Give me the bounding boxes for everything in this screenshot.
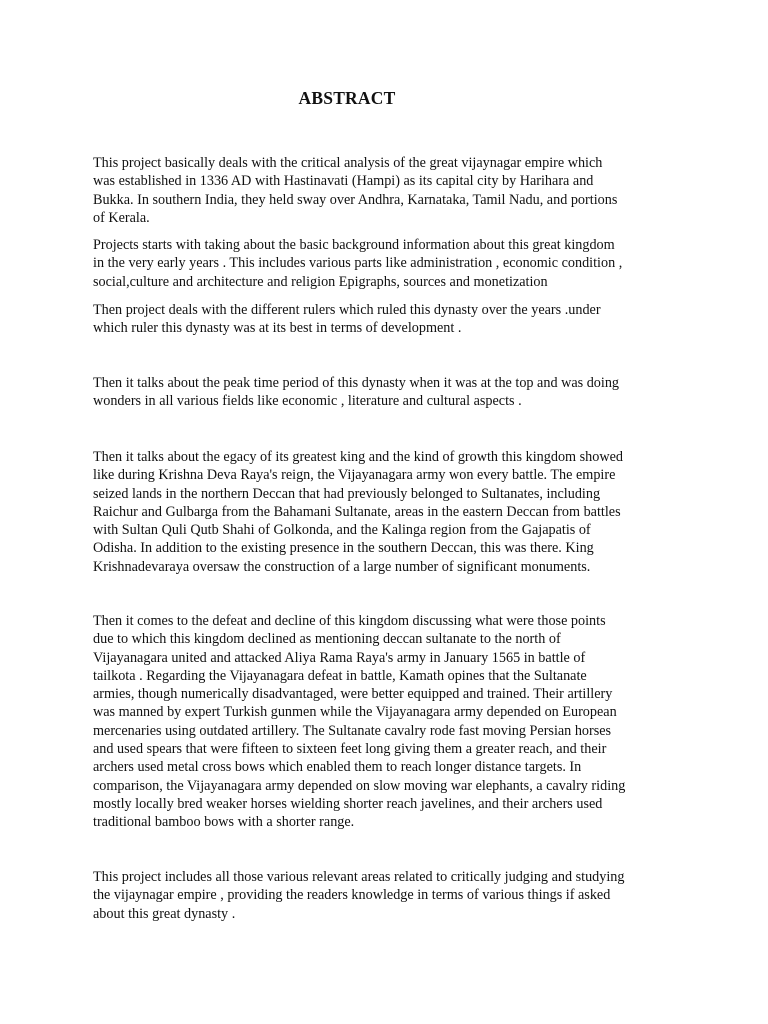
text-line: This project basically deals with the critical analysis of the great vijaynagar empire which — [93, 155, 603, 171]
text-line: in the very early years . This includes various parts like administration , economic condition , — [93, 255, 623, 272]
page-title: ABSTRACT — [298, 88, 396, 108]
paragraph-legacy — [93, 448, 683, 576]
paragraph-decline — [93, 612, 683, 832]
text-line: tailkota . Regarding the Vijayanagara defeat in battle, Kamath opines that the Sultanate — [93, 667, 587, 684]
paragraph-intro — [93, 154, 683, 227]
text-line: seized lands in the northern Deccan that had previously belonged to Sultanates, including — [93, 485, 601, 502]
text-line: was established in 1336 AD with Hastinavati (Hampi) as its capital city by Harihara and — [93, 173, 594, 190]
text-line: mostly locally bred weaker horses wielding shorter reach javelines, and their archers used — [93, 795, 603, 812]
text-line: Raichur and Gulbarga from the Bahamani Sultanate, areas in the eastern Deccan from battles — [93, 503, 621, 520]
text-line: Bukka. In southern India, they held sway over Andhra, Karnataka, Tamil Nadu, and portions — [93, 191, 618, 208]
text-line: of Kerala. — [93, 209, 150, 226]
text-line: Krishnadevaraya oversaw the construction of a large number of significant monuments. — [93, 558, 591, 575]
paragraph-rulers — [93, 301, 683, 338]
text-line: with Sultan Quli Qutb Shahi of Golkonda, and the Kalinga region from the Gajapatis of — [93, 522, 591, 539]
text-line: the vijaynagar empire , providing the readers knowledge in terms of various things if asked — [93, 887, 611, 904]
text-line: Then project deals with the different rulers which ruled this dynasty over the years .under — [93, 302, 601, 318]
text-line: due to which this kingdom declined as mentioning deccan sultanate to the north of — [93, 631, 561, 648]
text-line: and used spears that were fifteen to sixteen feet long giving them a greater reach, and their — [93, 741, 607, 758]
paragraph-conclusion — [93, 868, 683, 923]
text-line: like during Krishna Deva Raya's reign, the Vijayanagara army won every battle. The empire — [93, 467, 616, 484]
text-line: about this great dynasty . — [93, 905, 236, 922]
text-line: Odisha. In addition to the existing presence in the southern Deccan, this was there. King — [93, 540, 594, 557]
paragraph-background — [93, 236, 683, 291]
text-line: was manned by expert Turkish gunmen while the Vijayanagara army depended on European — [93, 704, 617, 721]
text-line: archers used metal cross bows which enabled them to reach longer distance targets. In — [93, 759, 582, 776]
text-line: Then it comes to the defeat and decline of this kingdom discussing what were those points — [93, 613, 606, 629]
paragraph-peak — [93, 374, 683, 411]
text-line: Then it talks about the egacy of its greatest king and the kind of growth this kingdom showed — [93, 449, 623, 465]
text-line: social,culture and architecture and religion Epigraphs, sources and monetization — [93, 273, 548, 290]
text-line: Vijayanagara united and attacked Aliya Rama Raya's army in January 1565 in battle of — [93, 649, 586, 666]
text-line: Projects starts with taking about the basic background information about this great kingdom — [93, 237, 615, 253]
text-line: armies, though numerically disadvantaged, were better equipped and trained. Their artillery — [93, 686, 613, 703]
text-line: mercenaries using outdated artillery. The Sultanate cavalry rode fast moving Persian horses — [93, 722, 612, 739]
text-line: This project includes all those various relevant areas related to critically judging and studying — [93, 869, 625, 885]
text-line: Then it talks about the peak time period of this dynasty when it was at the top and was doing — [93, 375, 620, 391]
text-line: comparison, the Vijayanagara army depended on slow moving war elephants, a cavalry riding — [93, 777, 626, 794]
text-line: traditional bamboo bows with a shorter range. — [93, 814, 355, 831]
text-line: wonders in all various fields like economic , literature and cultural aspects . — [93, 393, 522, 410]
text-line: which ruler this dynasty was at its best in terms of development . — [93, 320, 462, 337]
